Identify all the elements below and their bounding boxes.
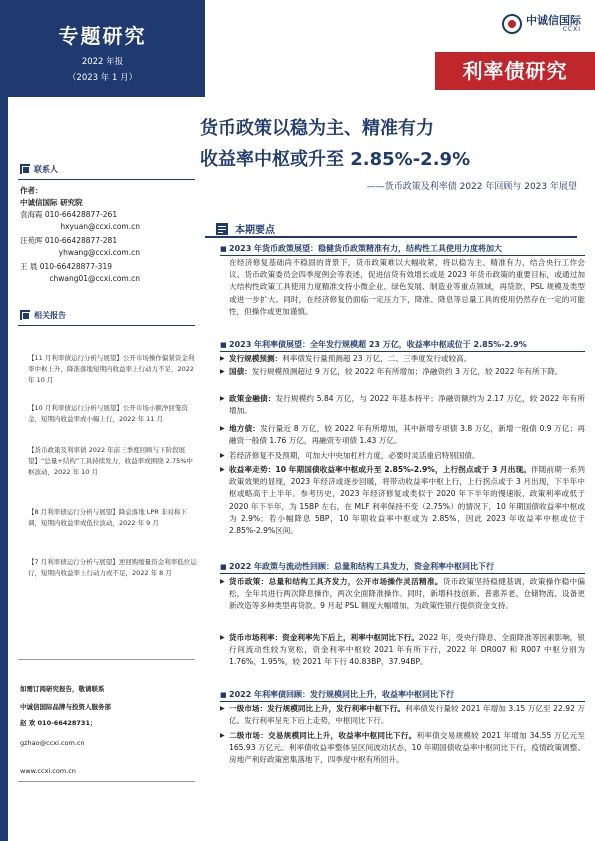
related-report-4[interactable]: 【8 月利率债运行分析与展望】降息落地 LPR 非对称下调，短期内收益率或低位波动，2022 年 9 月 xyxy=(28,508,187,527)
contact-1-email[interactable]: hxyuan@ccxi.com.cn xyxy=(60,222,140,231)
bullet-lead: 一级市场：发行规模同比上升，发行利率中枢下行。 xyxy=(229,704,406,713)
bullet-lead: 二级市场：交易规模同比上升，收益率中枢同比下行。 xyxy=(229,731,417,740)
bullet-treasury xyxy=(220,366,585,378)
bullet-text: 发行量近 8 万亿，较 2022 年有所增加，其中新增专项债 3.8 万亿，新增一般债 0.9 万亿；再融资一般债 1.76 万亿，再融资专项债 1.43 万亿。 xyxy=(229,424,586,446)
contact-2-email[interactable]: yhwang@ccxi.com.cn xyxy=(58,248,140,257)
contact-section-tag xyxy=(20,161,58,177)
bullet-lead: 货币市场利率：资金利率先下后上，利率中枢同比下行。 xyxy=(229,633,419,642)
contact-3-phone: 王 晨 010-66428877-319 xyxy=(20,262,112,271)
bullet-lead: 政策金融债： xyxy=(229,394,276,403)
key-points-header xyxy=(205,218,577,238)
section-head-rate-review: ■ 2022 年利率债回顾：发行规模同比上升，收益率中枢同比下行 xyxy=(220,689,585,702)
bullet-issuance-forecast xyxy=(220,353,585,365)
related-report-1[interactable]: 【11 月利率债运行分析与展望】公开市场操作偏紧资金利率中枢上升，降准落地短期内收益率上行动力不足，2022 年 10 月 xyxy=(28,354,195,384)
website-link[interactable]: www.ccxi.com.cn xyxy=(20,767,76,775)
bullet-text: 2022 年，受央行降息、全面降准等因素影响，银行间流动性较为宽松，资金利率中枢较 2021 年有所下行，2022 年 DR007 和 R007 中枢分别为 1.76%、1.95%，较 2021 年下行 40.83BP、37.94BP。 xyxy=(229,633,585,667)
ccxi-logo-icon xyxy=(502,14,522,34)
divider xyxy=(18,325,195,326)
bullet-secondary-market xyxy=(220,730,585,767)
bullet-money-market xyxy=(220,632,585,669)
subscription-info xyxy=(20,683,200,777)
brand-logo xyxy=(502,14,581,34)
bullet-lead: 地方债： xyxy=(229,424,261,433)
bullet-text: 货币政策坚持稳健基调，政策操作稳中偏松，全年共进行两次降息操作，两次全面降准操作。同时，新增科技创新、普惠养老、仓储物流、设备更新改造等多种类型再贷款。9 月起 PSL 额度大幅增加，为政策性银行提供资金支持。 xyxy=(229,577,586,611)
contact-label: 联系人 xyxy=(34,164,58,174)
logo-en: CCXI xyxy=(562,26,581,33)
subscribe-line2: 中诚信国际品牌与投资人服务部 xyxy=(20,703,111,711)
author-label: 作者： xyxy=(20,186,43,195)
bullet-text: 若经济修复不及预期，可加大中央加杠杆力度，必要时灵活重启特别国债。 xyxy=(229,451,480,460)
sidebar xyxy=(0,97,205,841)
subscribe-line1: 如需订阅研究报告，敬请联系 xyxy=(20,685,105,693)
sidebar-stripe xyxy=(0,97,8,841)
report-date: （2023 年 1 月） xyxy=(67,73,138,83)
contact-1-phone: 袁海霞 010-66428877-261 xyxy=(20,210,118,219)
report-subtitle: ——货币政策及利率债 2022 年回顾与 2023 年展望 xyxy=(366,182,577,192)
notepad-icon xyxy=(215,222,229,236)
logo-cn: 中诚信国际 xyxy=(526,14,581,27)
bullet-lead: 收益率走势：10 年期国债收益率中枢或升至 2.85%-2.9%，上行拐点或于 3 月出现。 xyxy=(229,465,531,474)
related-report-5[interactable]: 【7 月利率债运行分析与展望】逆回购缩量资金利率低位运行，短期内收益率上行动力或不足，2022 年 8 月 xyxy=(28,558,197,577)
contact-block xyxy=(20,185,140,285)
bullet-monetary-policy xyxy=(220,576,585,613)
key-points-label: 本期要点 xyxy=(235,225,275,236)
contact-icon xyxy=(20,164,30,174)
bullet-text: 伴随前期一系列政策效果的显现，2023 年经济或逐步回暖，将带动收益率中枢上行，上行拐点或于 3 月出现，下半年中枢或略高于上半年。参考历史，2023 年经济修复或类似于 2020 年下半年的慢速版，政策利率或低于 2020 年下半年，为 15BP 左右，在 MLF 利率保持不变（2.75%）的情况下，10 年期国债收益率中枢或为 2.9%；若小幅降息 5BP，10 年期收益率中枢或为 2.85%，因此 2023 年收益率中枢或位于 2.85%-2.9%区间。 xyxy=(229,465,586,536)
bullet-lead: 国债： xyxy=(229,367,252,376)
contact-3-email[interactable]: chwang01@ccxi.com.cn xyxy=(49,274,140,283)
category-banner: 利率债研究 xyxy=(435,52,595,90)
bullet-policy-bank-bonds xyxy=(220,393,585,417)
bullet-yield-trend xyxy=(220,464,585,537)
contact-2-phone: 汪苑晖 010-66428877-281 xyxy=(20,236,118,245)
bullet-text: 发行规模约 5.84 万亿，与 2022 年基本持平；净融资额约为 2.17 万亿，较 2022 年有所增加。 xyxy=(229,394,586,416)
bullet-text: 利率债发行量预测超 23 万亿，二、三季度发行或较高。 xyxy=(282,354,472,363)
bullet-local-bonds xyxy=(220,423,585,447)
subscribe-contact: 赵 欢 010-66428731； xyxy=(20,719,97,727)
section-head-policy-outlook: ■ 2023 年货币政策展望：稳健货币政策精准有力，结构性工具使用力度将加大 xyxy=(220,243,585,256)
bullet-lead: 发行规模预测： xyxy=(229,354,283,363)
report-year: 2022 年报 xyxy=(81,57,124,67)
bullet-text: 发行规模预测超过 9 万亿，较 2022 年有所增加；净融资约 3 万亿，较 2022 年有所下降。 xyxy=(251,367,563,376)
divider xyxy=(18,179,195,180)
related-label: 相关报告 xyxy=(34,310,66,320)
header-right xyxy=(205,0,595,97)
bullet-lead: 货币政策：总量和结构工具齐发力，公开市场操作灵活精准。 xyxy=(229,577,443,586)
related-icon xyxy=(20,310,30,320)
section-head-rate-outlook: ■ 2023 年利率债展望：全年发行规模超 23 万亿，收益率中枢或位于 2.85%-2.9% xyxy=(220,339,585,352)
related-report-2[interactable]: 【10 月利率债运行分析与展望】公开市场小额净回笼资金，短期内收益率或小幅上行，2022 年 11 月 xyxy=(28,404,188,423)
related-report-3[interactable]: 【货币政策及利率债 2022 年前三季度回顾与下阶段展望】“总量+结构”工具持续发力，收益率或围绕 2.75%中枢波动，2022 年 10 月 xyxy=(28,446,193,476)
divider xyxy=(18,781,195,782)
bullet-text: 利率债交易规模较 2021 年增加 34.55 万亿元至 165.93 万亿元。利率债收益率整体呈区间波动状态，10 年期国债收益率中枢同比下行，疫情政策调整、房地产利好政策密集落地下，四季度中枢有所回升。 xyxy=(229,731,586,765)
report-type-banner xyxy=(0,0,205,97)
section-head-policy-review: ■ 2022 年政策与流动性回顾：总量和结构工具发力，资金利率中枢同比下行 xyxy=(220,561,585,574)
bullet-primary-market xyxy=(220,703,585,727)
bullet-text: 利率债发行量较 2021 年增加 3.15 万亿至 22.92 万亿。发行利率呈先下后上走势，中枢同比下行。 xyxy=(229,704,585,726)
sidebar-stripe-gap xyxy=(8,97,10,841)
section-text-policy-outlook: 在经济修复基础尚不稳固的背景下，货币政策难以大幅收紧，将以稳为主、精准有力，结合央行工作会议、货币政策委员会四季度例会等表述，促进信贷有效增长或是 2023 年货币政策的重要目标，或通过加大结构性政策工具使用力度精准支持小微企业、绿色发展、制造业等重点领域，再贷款、PSL 规模及类型或进一步扩大。同时，在经济修复仍面临一定压力下，降准、降息等总量工具的使用仍然存在一定的可能性，但操作或更加谨慎。 xyxy=(229,258,585,316)
divider xyxy=(18,659,195,660)
report-type: 专题研究 xyxy=(58,24,147,48)
report-title-line2: 收益率中枢或升至 2.85%-2.9% xyxy=(200,149,471,170)
report-title-line1: 货币政策以稳为主、精准有力 xyxy=(200,118,434,139)
org-name: 中诚信国际 研究院 xyxy=(20,198,83,207)
subscribe-email[interactable]: gzhao@ccxi.com.cn xyxy=(20,739,85,747)
related-section-tag xyxy=(20,307,66,323)
bullet-special-bonds xyxy=(220,450,585,462)
